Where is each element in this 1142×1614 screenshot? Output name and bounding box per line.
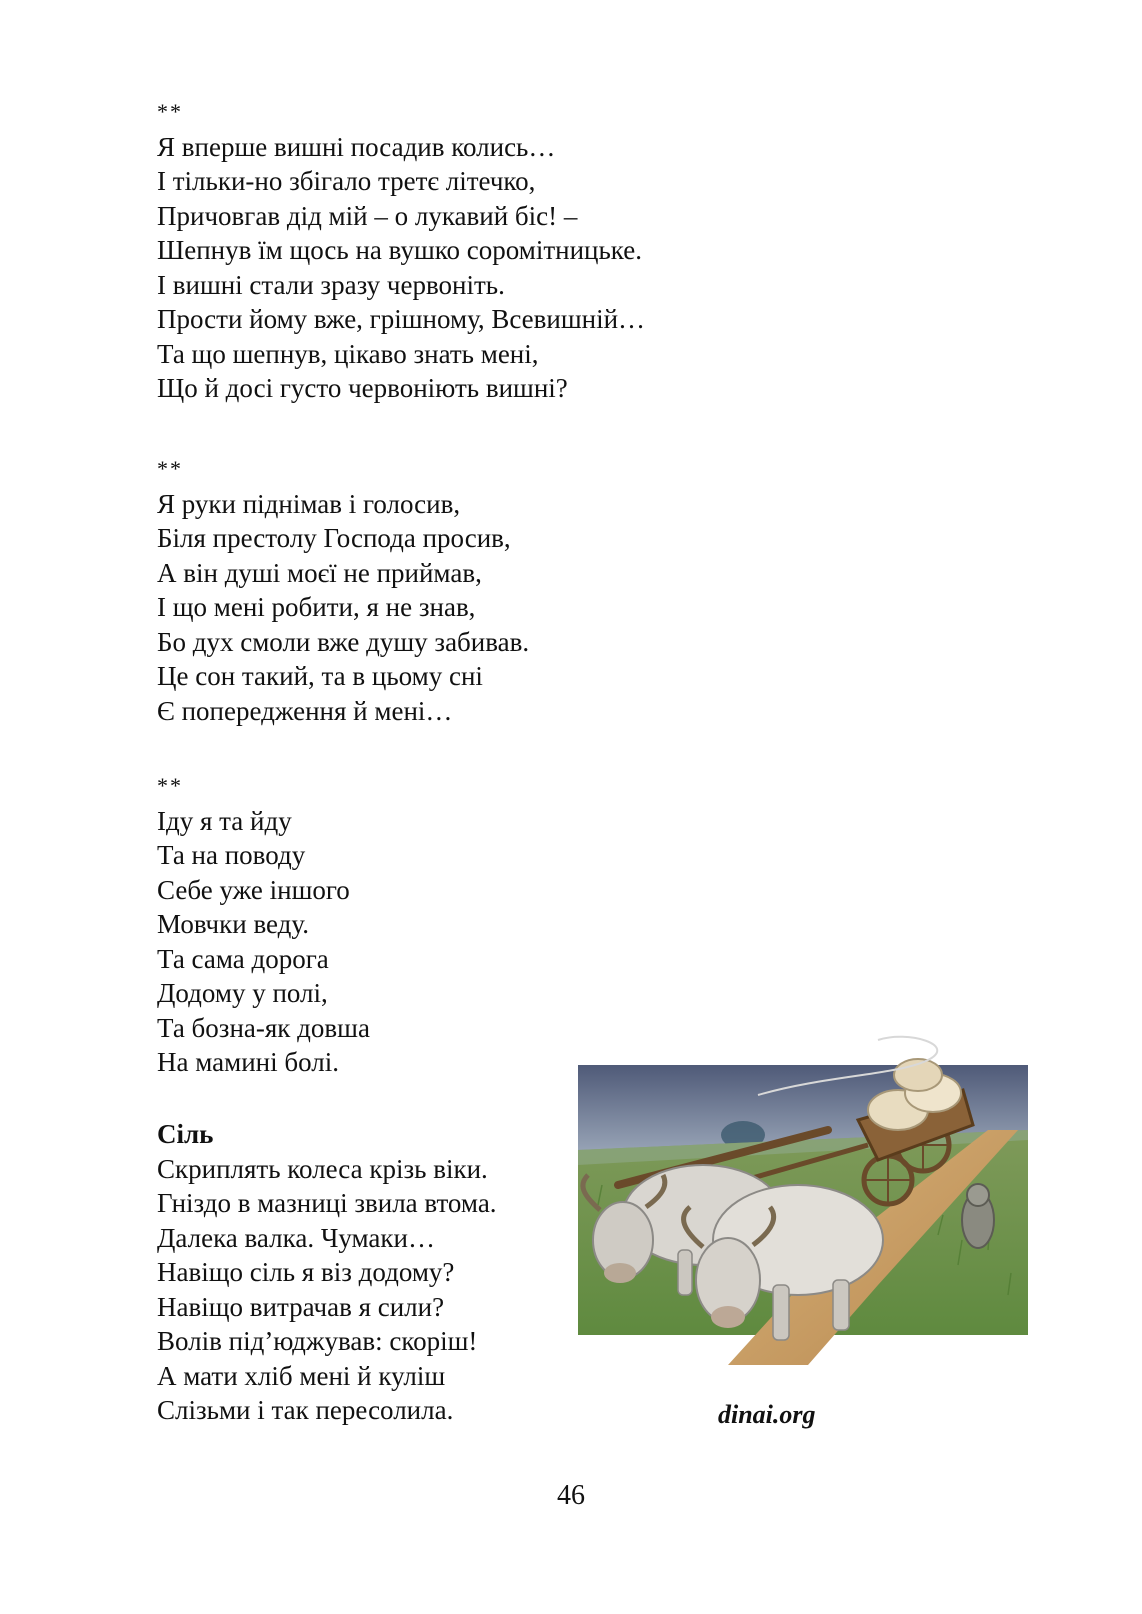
poem-line: Себе уже іншого [157,874,350,905]
ox-cart-illustration [578,1035,1028,1380]
poem-line: А мати хліб мені й куліш [157,1360,446,1391]
poem-line: Біля престолу Господа просив, [157,523,511,553]
poem-line: Шепнув їм щось на вушко соромітницьке. [157,235,642,265]
poem-line: Це сон такий, та в цьому сні [157,661,483,691]
poem-line: Скриплять колеса крізь віки. [157,1153,488,1184]
poem-title: Сіль [157,1119,214,1149]
poem-line: Я вперше вишні посадив колись… [157,131,556,162]
poem-road [157,769,370,1080]
poem-line: Прости йому вже, грішному, Всевишній… [157,304,646,334]
poem-line: Причовгав дід мій – о лукавий біс! – [157,200,578,231]
poem-line: Волів під’юджував: скоріш! [157,1326,478,1356]
poem-line: Та сама дорога [157,943,329,974]
poem-line: Мовчки веду. [157,909,309,939]
poem-line: Гніздо в мазниці звила втома. [157,1188,497,1218]
poem-cherries [157,95,645,406]
page-number: 46 [557,1480,585,1511]
illustration-caption: dinai.org [718,1400,816,1429]
poem-line: Далека валка. Чумаки… [157,1222,435,1253]
poem-line: Навіщо сіль я віз додому? [157,1257,455,1287]
poem-line: І вишні стали зразу червоніть. [157,269,505,300]
poem-prayer [157,452,529,728]
poem-line: Та на поводу [157,840,306,870]
poem-line: Є попередження й мені… [157,695,453,726]
poem-line: Та бозна-як довша [157,1012,370,1043]
poem-line: І що мені робити, я не знав, [157,592,476,622]
poem-line: А він душі моєї не приймав, [157,557,482,588]
poem-separator: ** [157,99,183,124]
poem-separator: ** [157,456,183,481]
poem-line: Що й досі густо червоніють вишні? [157,373,568,403]
poem-line: Слізьми і так пересолила. [157,1395,454,1425]
poem-line: Бо дух смоли вже душу забивав. [157,626,530,657]
poem-line: Іду я та йду [157,805,292,836]
poem-line: Додому у полі, [157,978,328,1008]
poem-line: Навіщо витрачав я сили? [157,1291,445,1322]
poem-salt [157,1117,497,1428]
poem-line: Та що шепнув, цікаво знать мені, [157,338,539,369]
poem-line: І тільки-но збігало третє літечко, [157,166,536,196]
poem-separator: ** [157,773,183,798]
poem-line: На мамині болі. [157,1047,339,1077]
poem-line: Я руки піднімав і голосив, [157,488,461,519]
